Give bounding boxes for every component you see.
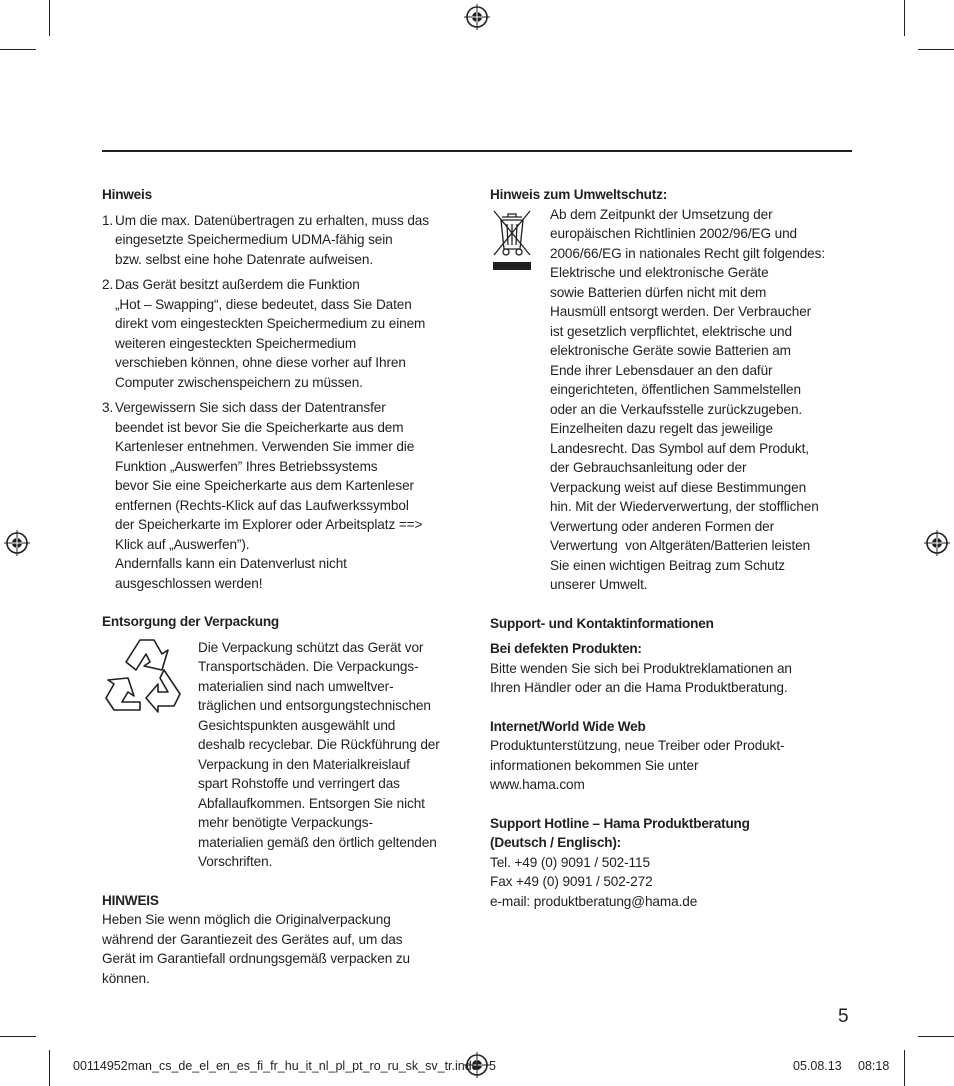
header-rule (102, 150, 852, 152)
web-heading: Internet/World Wide Web (490, 718, 646, 734)
defect-text: Bitte wenden Sie sich bei Produktreklamationen an Ihren Händler oder an die Hama Produktberatung. (490, 660, 792, 695)
list-item (102, 211, 468, 270)
crop-mark-top-left-h (0, 49, 36, 50)
crop-mark-bottom-right-h (918, 1036, 954, 1037)
env-block (490, 205, 856, 595)
crop-mark-top-left-v (49, 0, 50, 36)
env-text: Ab dem Zeitpunkt der Umsetzung der europäischen Richtlinien 2002/96/EG und 2006/66/EG in nationales Recht gilt folgendes: Elektrische und elektronische Geräte sowie Batterien dürfen nicht mit dem Hausmüll entsorgt werden. Der Verbraucher ist gesetzlich verpflichtet, elektrische und elektronische Geräte sowie Batterien am Ende ihrer Lebensdauer an den dafür eingerichteten, öffentlichen Sammelstellen oder an die Verkaufsstelle zurückzugeben. Einzelheiten dazu regelt das jeweilige Landesrecht. Das Symbol auf dem Produkt, der Gebrauchsanleitung oder der Verpackung weist auf diese Bestimmungen hin. Mit der Wiederverwertung, der stofflichen Verwertung oder anderen Formen der Verwertung von Altgeräten/Batterien leisten Sie einen wichtigen Beitrag zum Schutz unserer Umwelt. (550, 206, 826, 592)
crossed-out-wheelie-bin-icon (490, 207, 534, 277)
crop-mark-bottom-left-h (0, 1036, 36, 1037)
footer-date: 05.08.13 (793, 1059, 842, 1073)
list-item (102, 398, 468, 593)
recycle-icon (102, 636, 186, 716)
list-number: 2. (102, 277, 114, 292)
list-text: Vergewissern Sie sich dass der Datentransfer beendet ist bevor Sie die Speicherkarte aus dem Kartenleser entnehmen. Verwenden Sie immer die Funktion „Auswerfen” Ihres Betriebssystems bevor Sie eine Speicherkarte aus dem Kartenleser entfernen (Rechts-Klick auf das Laufwerkssymbol der Speicherkarte im Explorer oder Arbeitsplatz ==> Klick auf „Auswerfen”). Andernfalls kann ein Datenverlust nicht ausgeschlossen werden! (115, 400, 423, 591)
registration-mark-icon (4, 530, 30, 556)
footer-filename: 00114952man_cs_de_el_en_es_fi_fr_hu_it_nl_pl_pt_ro_ru_sk_sv_tr.indd 5 (73, 1059, 496, 1073)
hinweis-heading: Hinweis (102, 187, 152, 202)
crop-mark-top-right-v (904, 0, 905, 36)
env-heading: Hinweis zum Umweltschutz: (490, 187, 668, 202)
page-number: 5 (838, 1006, 849, 1027)
packaging-block (102, 638, 468, 872)
list-text: Um die max. Datenübertragen zu erhalten, muss das eingesetzte Speichermedium UDMA-fähig sein bzw. selbst eine hohe Datenrate aufweisen. (115, 212, 429, 267)
web-text: Produktunterstützung, neue Treiber oder Produkt- informationen bekommen Sie unter www.hama.com (490, 738, 785, 792)
list-number: 1. (102, 212, 114, 228)
hotline-tel: Tel. +49 (0) 9091 / 502-115 (490, 854, 650, 870)
hinweis2-heading: HINWEIS (102, 892, 159, 908)
registration-mark-icon (464, 4, 490, 30)
list-number: 3. (102, 400, 114, 415)
crop-mark-bottom-right-v (904, 1050, 905, 1086)
footer-time: 08:18 (858, 1059, 890, 1073)
list-text: Das Gerät besitzt außerdem die Funktion „Hot – Swapping“, diese bedeutet, dass Sie Daten direkt vom eingesteckten Speichermedium zu einem weiteren eingesteckten Speichermedium verschieben können, ohne diese vorher auf Ihren Computer zwischenspeichern zu müssen. (115, 277, 426, 390)
support-heading: Support- und Kontaktinformationen (490, 615, 714, 631)
list-item (102, 275, 468, 392)
packaging-heading: Entsorgung der Verpackung (102, 614, 280, 629)
hotline-fax: Fax +49 (0) 9091 / 502-272 (490, 874, 653, 889)
hotline-heading: Support Hotline – Hama Produktberatung (Deutsch / Englisch): (490, 815, 750, 850)
packaging-text: Die Verpackung schützt das Gerät vor Transportschäden. Die Verpackungs- materialien sind nach umweltver- träglichen und entsorgungstechnischen Gesichtspunkten ausgewählt und deshalb recyclebar. Die Rückführung der Verpackung in den Materialkreislauf spart Rohstoffe und verringert das Abfallaufkommen. Entsorgen Sie nicht mehr benötigte Verpackungs- materialien gemäß den örtlich geltenden Vorschriften. (198, 639, 440, 869)
hotline-email: e-mail: produktberatung@hama.de (490, 893, 698, 909)
crop-mark-bottom-left-v (49, 1050, 50, 1086)
registration-mark-icon (924, 530, 950, 556)
hinweis2-text: Heben Sie wenn möglich die Originalverpackung während der Garantiezeit des Gerätes auf, um das Gerät im Garantiefall ordnungsgemäß verpacken zu können. (102, 912, 411, 986)
right-column (490, 185, 856, 911)
crop-mark-top-right-h (918, 49, 954, 50)
left-column (102, 185, 468, 988)
defect-heading: Bei defekten Produkten: (490, 641, 642, 656)
